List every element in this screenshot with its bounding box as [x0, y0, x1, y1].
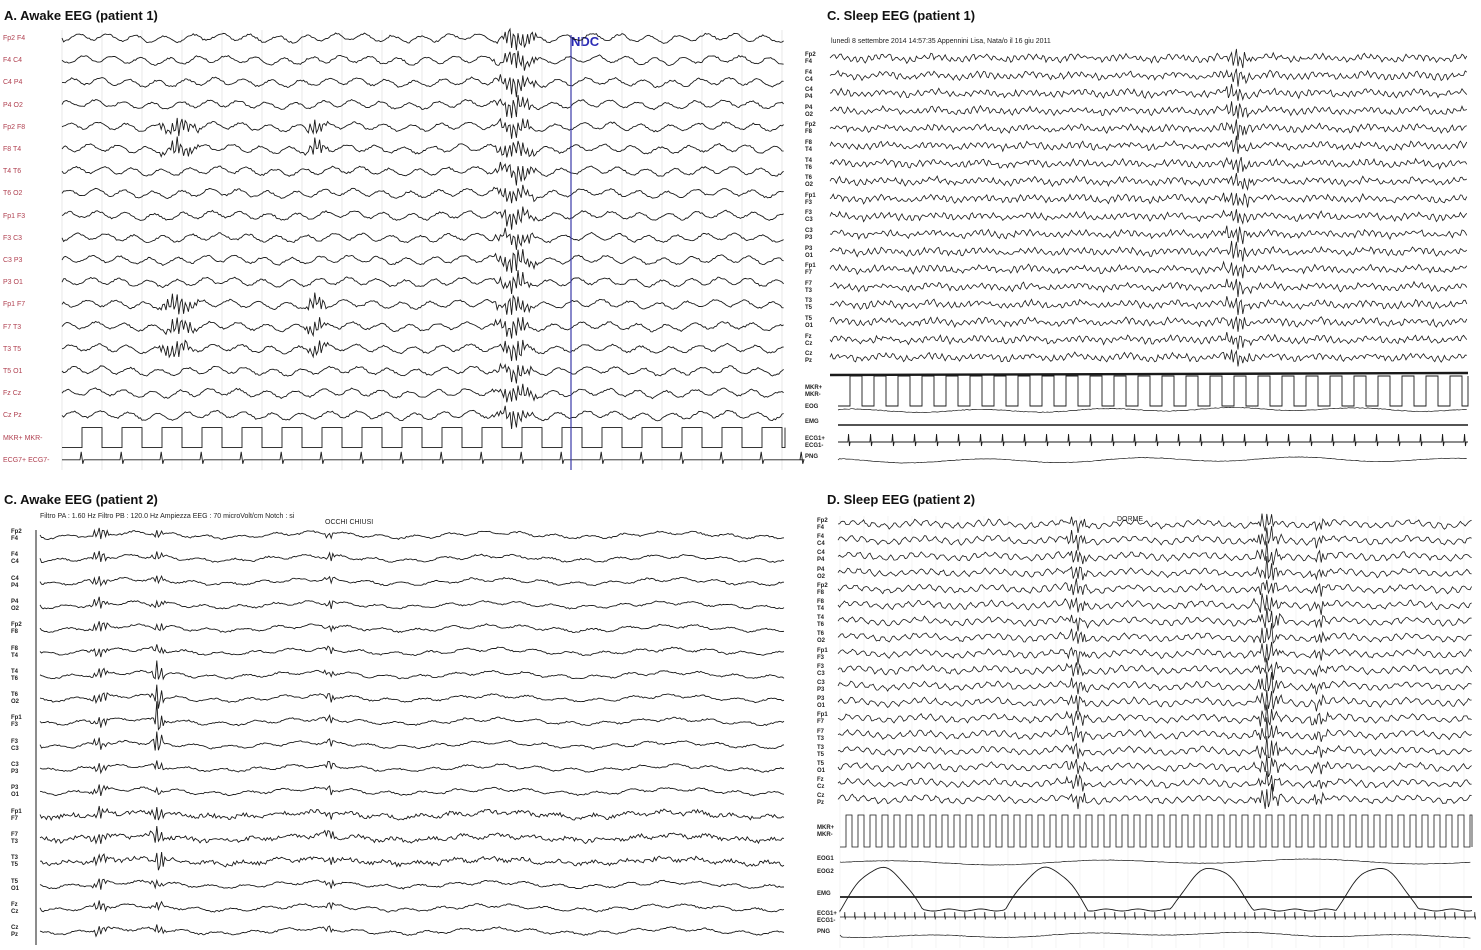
- channel-label: Fp2 F4: [817, 518, 828, 531]
- panel-title: A. Awake EEG (patient 1): [4, 8, 158, 23]
- eeg-trace: [62, 270, 784, 294]
- eeg-trace: [40, 576, 784, 586]
- channel-label: C4 P4: [817, 550, 825, 564]
- eeg-trace: [40, 925, 784, 937]
- eeg-trace: [838, 705, 1472, 727]
- channel-label: F8 T4: [11, 645, 19, 659]
- eeg-trace: [62, 340, 784, 361]
- mkr-trace: [840, 815, 1472, 847]
- eeg-trace: [62, 428, 785, 448]
- eeg-trace: [838, 556, 1472, 580]
- eeg-trace: [830, 209, 1467, 223]
- eeg-trace: [838, 736, 1472, 759]
- channel-label: Fp1 F7: [817, 712, 828, 726]
- channel-label: Fp2 F8: [11, 622, 22, 636]
- channel-label: EMG: [805, 419, 819, 425]
- channel-label: P3 O1: [3, 279, 23, 287]
- channel-label: C3 P3: [817, 680, 825, 693]
- channel-label: Fz Cz: [11, 901, 19, 915]
- channel-label: F7 T3: [805, 280, 813, 294]
- panel-c-sleep-p1: [800, 0, 1480, 472]
- channel-label: Fp1 F3: [817, 647, 828, 661]
- eeg-trace: [830, 173, 1467, 190]
- channel-label: P3 O1: [817, 696, 826, 710]
- eeg-trace: [830, 226, 1467, 244]
- eeg-trace: [830, 119, 1467, 139]
- ecg-trace: [838, 434, 1468, 446]
- eeg-trace: [838, 623, 1472, 644]
- eeg-trace: [830, 157, 1467, 173]
- eeg-trace: [62, 452, 804, 464]
- png-trace: [838, 457, 1467, 463]
- eeg-traces: [0, 480, 790, 950]
- eeg-trace: [838, 526, 1472, 551]
- eeg-trace: [62, 249, 784, 273]
- eeg-trace: [62, 406, 784, 429]
- channel-label: F4 C4: [3, 57, 23, 65]
- channel-label: Cz Pz: [11, 925, 19, 939]
- channel-label: EOG2: [817, 869, 834, 875]
- eeg-trace: [62, 29, 784, 50]
- channel-label: T3 T5: [11, 855, 19, 869]
- eeg-trace: [40, 551, 784, 563]
- eeg-trace: [62, 162, 784, 186]
- mkr-trace: [838, 376, 1468, 406]
- eeg-trace: [830, 49, 1467, 68]
- channel-label: F8 T4: [3, 146, 22, 153]
- eeg-trace: [62, 51, 784, 71]
- channel-label: Fp2 F8: [805, 122, 816, 136]
- channel-label: P4 O2: [817, 566, 826, 580]
- channel-label: EOG: [805, 404, 819, 410]
- eeg-trace: [40, 644, 784, 657]
- eeg-trace: [830, 350, 1467, 367]
- eeg-trace: [830, 101, 1467, 118]
- eeg-trace: [62, 74, 784, 97]
- eeg-trace: [830, 332, 1467, 349]
- channel-label: Fp1 F7: [805, 263, 816, 277]
- channel-label: P3 O1: [805, 245, 814, 259]
- eeg-trace: [830, 69, 1467, 87]
- channel-label: T5 O1: [11, 878, 20, 892]
- channel-label: EMG: [817, 891, 831, 897]
- channel-label: Fp1 F7: [11, 808, 22, 822]
- channel-label: MKR+ MKR-: [817, 825, 835, 838]
- channel-label: C3 P3: [805, 228, 813, 241]
- eeg-trace: [830, 317, 1467, 332]
- channel-label: F4 C4: [805, 69, 813, 83]
- eeg-trace: [40, 806, 784, 820]
- channel-label: F8 T4: [817, 599, 825, 612]
- eeg-trace: [838, 784, 1472, 809]
- eog-trace: [838, 407, 1467, 412]
- eeg-trace: [838, 658, 1472, 680]
- channel-label: F3 C3: [805, 210, 813, 224]
- ndc-marker: NDC: [571, 34, 600, 49]
- channel-label: T6 O2: [11, 692, 20, 706]
- channel-label: Fp1 F3: [805, 192, 816, 206]
- eeg-trace: [40, 901, 784, 913]
- panel-title: C. Awake EEG (patient 2): [4, 492, 158, 507]
- eeg-trace: [838, 642, 1472, 665]
- channel-label: T5 O1: [805, 316, 814, 329]
- panel-a: [0, 0, 790, 472]
- eeg-trace: [838, 541, 1472, 565]
- channel-label: Fz Cz: [3, 390, 22, 398]
- channel-label: P4 O2: [11, 598, 20, 612]
- channel-label: F3 C3: [11, 738, 19, 752]
- channel-label: F7 T3: [817, 728, 825, 742]
- channel-label: P3 O1: [11, 785, 20, 799]
- eeg-trace: [830, 296, 1467, 315]
- ecg-trace: [840, 912, 1476, 920]
- eeg-trace: [838, 593, 1472, 615]
- channel-label: T4 T6: [11, 668, 19, 682]
- eeg-trace: [838, 755, 1472, 777]
- channel-label: T4 T6: [817, 615, 825, 629]
- eeg-trace: [62, 384, 784, 403]
- eeg-trace: [40, 761, 784, 773]
- recording-header: lunedì 8 settembre 2014 14:57:35 Appennini Lisa, Nata/o il 16 giu 2011: [831, 38, 1051, 45]
- eeg-trace: [830, 136, 1467, 154]
- eeg-trace: [40, 732, 784, 751]
- channel-label: T3 T5: [3, 345, 22, 353]
- filter-header: Filtro PA : 1.60 Hz Filtro PB : 120.0 Hz Ampiezza EEG : 70 microVolt/cm Notch : si: [40, 513, 295, 520]
- channel-label: F3 C3: [3, 234, 23, 242]
- eeg-trace: [830, 84, 1467, 101]
- channel-label: Fp1 F3: [11, 715, 22, 729]
- channel-label: Fp2 F4: [3, 35, 26, 42]
- eeg-trace: [830, 279, 1467, 297]
- channel-label: Fz Cz: [817, 777, 825, 791]
- channel-label: Fp1 F3: [3, 212, 26, 220]
- channel-label: P4 O2: [3, 101, 23, 109]
- eeg-trace: [62, 207, 784, 230]
- channel-label: Fp2 F4: [805, 52, 816, 65]
- eeg-traces: [800, 0, 1480, 472]
- channel-label: C3 P3: [11, 762, 19, 775]
- channel-label: Cz Pz: [817, 793, 825, 807]
- png-trace: [840, 932, 1470, 938]
- eeg-trace: [40, 852, 784, 870]
- channel-label: F4 C4: [817, 534, 825, 548]
- mkr-baseline: [830, 373, 1468, 375]
- channel-label: Fp1 F7: [3, 301, 26, 309]
- channel-label: P4 O2: [805, 104, 814, 118]
- eeg-trace: [838, 690, 1472, 712]
- channel-label: F3 C3: [817, 663, 825, 677]
- channel-label: Cz Pz: [3, 412, 22, 420]
- eeg-trace: [838, 771, 1472, 791]
- channel-label: EOG1: [817, 856, 834, 862]
- eeg-trace: [40, 597, 784, 609]
- eeg-trace: [40, 661, 784, 680]
- eeg-trace: [838, 514, 1472, 533]
- channel-label: Cz Pz: [805, 351, 813, 365]
- channel-label: T6 O2: [805, 175, 814, 189]
- channel-label: Fp2 F4: [11, 529, 22, 542]
- annotation: DORME: [1117, 516, 1144, 523]
- eeg-trace: [40, 528, 784, 540]
- panel-title: D. Sleep EEG (patient 2): [827, 492, 976, 507]
- eog1-trace: [840, 859, 1470, 865]
- channel-label: Fp2 F8: [817, 582, 828, 596]
- panel-title: C. Sleep EEG (patient 1): [827, 8, 976, 23]
- eeg-trace: [838, 672, 1472, 695]
- eeg-trace: [40, 879, 784, 890]
- channel-label: ECG7+ ECG7-: [3, 456, 50, 464]
- channel-label: Fp2 F8: [3, 123, 26, 131]
- eeg-trace: [40, 621, 784, 632]
- channel-label: T3 T5: [817, 744, 825, 758]
- eeg-trace: [62, 293, 784, 315]
- eeg-trace: [62, 364, 784, 383]
- channel-label: ECG1+ ECG1-: [817, 911, 837, 924]
- eeg-trace: [62, 137, 784, 158]
- eeg-trace: [40, 785, 784, 796]
- channel-label: T5 O1: [817, 761, 826, 774]
- channel-label: C4 P4: [11, 575, 19, 589]
- eeg-trace: [838, 608, 1472, 631]
- eeg-trace: [62, 118, 784, 139]
- channel-label: C4 P4: [805, 87, 813, 101]
- eeg-trace: [62, 228, 784, 250]
- eeg-trace: [40, 826, 784, 844]
- channel-label: T3 T5: [805, 298, 813, 312]
- channel-label: T5 O1: [3, 368, 23, 375]
- eeg-trace: [62, 317, 784, 339]
- channel-label: MKR+ MKR-: [3, 434, 43, 442]
- panel-c-awake-p2: [0, 480, 790, 950]
- channel-label: T6 O2: [3, 190, 23, 198]
- channel-label: MKR+ MKR-: [805, 385, 823, 398]
- channel-label: F7 T3: [3, 323, 22, 331]
- channel-label: F8 T4: [805, 140, 813, 153]
- panel-d: [800, 480, 1480, 950]
- channel-label: PNG: [805, 454, 819, 460]
- eeg-traces: [800, 480, 1480, 950]
- channel-label: F7 T3: [11, 831, 19, 845]
- eeg-trace: [838, 578, 1472, 596]
- eeg-trace: [62, 185, 784, 203]
- channel-label: T4 T6: [3, 168, 22, 176]
- channel-label: C4 P4: [3, 79, 23, 87]
- channel-label: F4 C4: [11, 552, 19, 566]
- eeg-traces: [0, 0, 790, 472]
- eeg-trace: [830, 262, 1467, 278]
- channel-label: T4 T6: [805, 157, 813, 171]
- channel-label: C3 P3: [3, 257, 23, 264]
- channel-label: ECG1+ ECG1-: [805, 436, 825, 449]
- eeg-trace: [62, 95, 784, 118]
- channel-label: Fz Cz: [805, 333, 813, 347]
- channel-label: PNG: [817, 929, 831, 935]
- annotation: OCCHI CHIUSI: [325, 519, 374, 526]
- eeg-trace: [830, 193, 1467, 208]
- eeg-trace: [830, 241, 1467, 262]
- eeg-trace: [40, 685, 784, 709]
- eeg-trace: [40, 701, 784, 729]
- eog2-trace: [840, 867, 1472, 911]
- channel-label: T6 O2: [817, 631, 826, 645]
